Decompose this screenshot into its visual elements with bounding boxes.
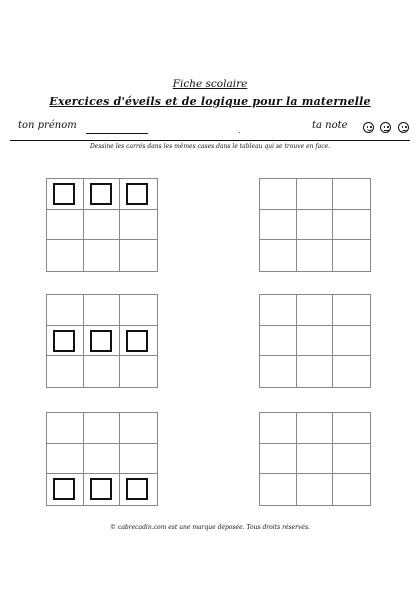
grid-cell (120, 326, 157, 357)
grid-cell (120, 210, 157, 241)
grid-cell (120, 356, 157, 387)
drawn-square (53, 183, 75, 205)
grid-cell[interactable] (333, 326, 370, 357)
copyright-footer: © cabrecadin.com est une marque déposée. Tous droits réservés. (110, 524, 310, 531)
grid-cell[interactable] (333, 413, 370, 444)
model-grid-2 (46, 294, 158, 388)
grid-cell[interactable] (333, 179, 370, 210)
drawn-square (126, 330, 148, 352)
drawn-square (90, 183, 112, 205)
drawn-square (126, 478, 148, 500)
grid-cell (84, 474, 121, 505)
grid-cell (120, 295, 157, 326)
name-label: ton prénom (18, 120, 77, 131)
grid-cell (84, 240, 121, 271)
grid-cell (120, 444, 157, 475)
neutral-face-icon[interactable] (380, 122, 391, 133)
drawn-square (53, 330, 75, 352)
header-divider (10, 140, 410, 141)
grid-cell[interactable] (297, 295, 334, 326)
grid-cell (84, 295, 121, 326)
drawn-square (53, 478, 75, 500)
grid-cell[interactable] (297, 444, 334, 475)
happy-face-icon[interactable] (363, 122, 374, 133)
grid-cell (84, 413, 121, 444)
grid-cell (84, 444, 121, 475)
note-label: ta note (312, 120, 348, 131)
name-input-line[interactable] (86, 133, 148, 134)
grid-cell[interactable] (333, 210, 370, 241)
grid-cell[interactable] (260, 413, 297, 444)
answer-grid-2[interactable] (259, 294, 371, 388)
worksheet-title: Fiche scolaire (172, 78, 248, 90)
grid-cell (47, 179, 84, 210)
grid-cell (47, 326, 84, 357)
separator-dot: . (238, 126, 241, 135)
answer-grid-1[interactable] (259, 178, 371, 272)
grid-cell[interactable] (297, 474, 334, 505)
grid-cell (47, 295, 84, 326)
grid-cell (84, 210, 121, 241)
grid-cell[interactable] (260, 356, 297, 387)
grid-cell (120, 240, 157, 271)
sad-face-icon[interactable] (398, 122, 409, 133)
grid-cell[interactable] (260, 444, 297, 475)
grid-cell[interactable] (297, 326, 334, 357)
grid-cell (47, 474, 84, 505)
model-grid-3 (46, 412, 158, 506)
grid-cell (47, 240, 84, 271)
grid-cell[interactable] (260, 240, 297, 271)
grid-cell[interactable] (297, 413, 334, 444)
grid-cell (47, 210, 84, 241)
grid-cell[interactable] (260, 295, 297, 326)
drawn-square (126, 183, 148, 205)
grid-cell[interactable] (333, 295, 370, 326)
answer-grid-3[interactable] (259, 412, 371, 506)
worksheet-subtitle: Exercices d'éveils et de logique pour la maternelle (49, 95, 371, 108)
grid-cell (84, 356, 121, 387)
grid-cell[interactable] (297, 179, 334, 210)
grid-cell (120, 474, 157, 505)
model-grid-1 (46, 178, 158, 272)
drawn-square (90, 330, 112, 352)
grid-cell[interactable] (333, 444, 370, 475)
grid-cell[interactable] (260, 474, 297, 505)
grid-cell (47, 444, 84, 475)
grid-cell[interactable] (333, 356, 370, 387)
grid-cell (120, 413, 157, 444)
grid-cell (120, 179, 157, 210)
grid-cell (84, 326, 121, 357)
grid-cell (47, 413, 84, 444)
grid-cell[interactable] (333, 474, 370, 505)
grid-cell[interactable] (297, 356, 334, 387)
grid-cell[interactable] (297, 210, 334, 241)
instruction-text: Dessine les carrés dans les mêmes cases dans le tableau qui se trouve en face. (89, 143, 331, 150)
grid-cell (47, 356, 84, 387)
grid-cell[interactable] (297, 240, 334, 271)
grid-cell (84, 179, 121, 210)
drawn-square (90, 478, 112, 500)
grid-cell[interactable] (260, 326, 297, 357)
grid-cell[interactable] (333, 240, 370, 271)
grid-cell[interactable] (260, 210, 297, 241)
grid-cell[interactable] (260, 179, 297, 210)
